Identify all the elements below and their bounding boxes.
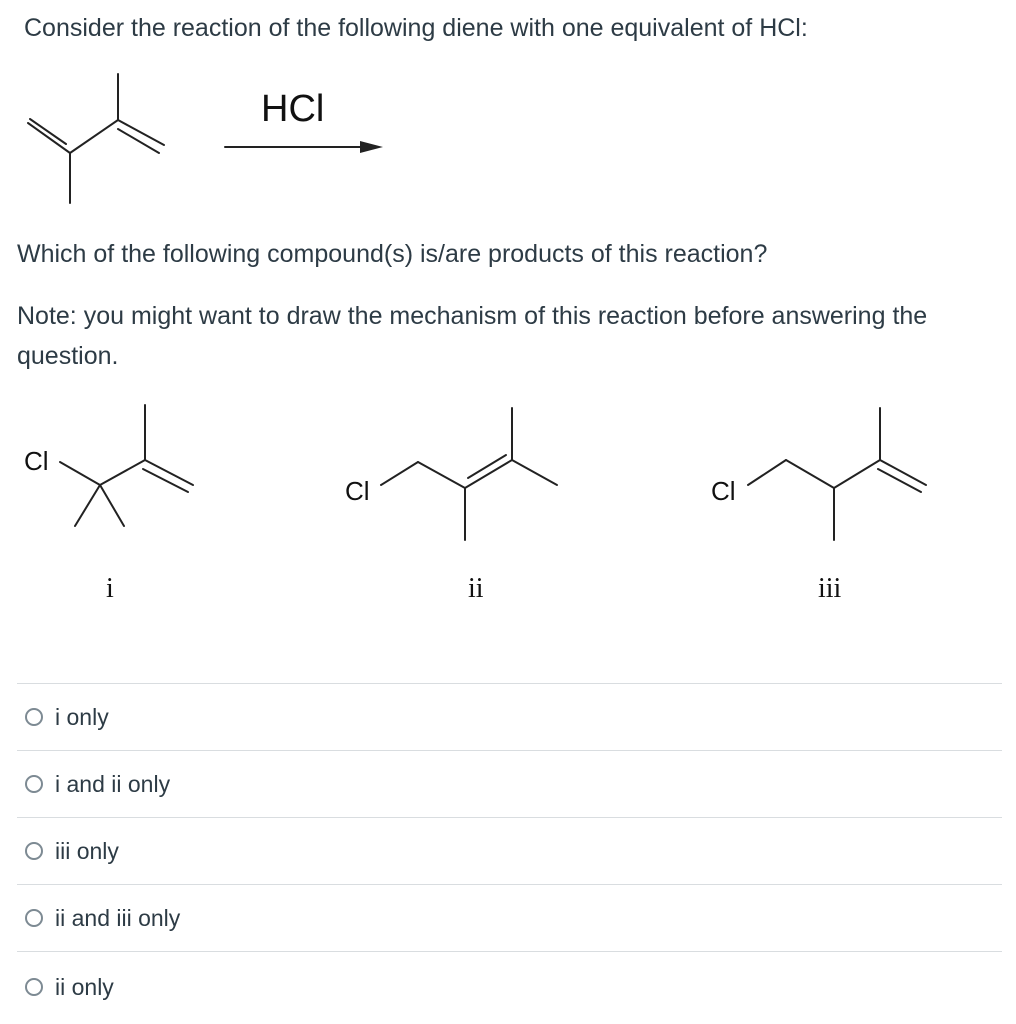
- radio-button-icon[interactable]: [25, 775, 43, 793]
- question-text: Which of the following compound(s) is/are products of this reaction?: [17, 240, 768, 268]
- option-ii-and-iii-only[interactable]: [17, 884, 1002, 951]
- option-i-and-ii-only[interactable]: [17, 750, 1002, 817]
- product-ii-chlorine-label: Cl: [345, 476, 370, 506]
- product-iii: [711, 408, 926, 604]
- radio-button-icon[interactable]: [25, 842, 43, 860]
- question-note: Note: you might want to draw the mechanism of this reaction before answering the question.: [17, 302, 928, 370]
- option-label: ii and iii only: [55, 904, 181, 931]
- option-iii-only[interactable]: [17, 817, 1002, 884]
- option-label: iii only: [55, 837, 119, 864]
- question-intro: Consider the reaction of the following diene with one equivalent of HCl:: [24, 14, 808, 42]
- option-label: i and ii only: [55, 770, 171, 797]
- option-label: ii only: [55, 973, 114, 1000]
- option-i-only[interactable]: [17, 683, 1002, 750]
- product-ii-numeral: ii: [468, 573, 484, 604]
- product-i: [24, 405, 193, 604]
- radio-button-icon[interactable]: [25, 708, 43, 726]
- option-label: i only: [55, 703, 109, 730]
- product-ii: [345, 408, 557, 604]
- option-ii-only[interactable]: [17, 951, 1002, 1022]
- product-iii-numeral: iii: [818, 573, 842, 604]
- radio-button-icon[interactable]: [25, 909, 43, 927]
- answer-options: [17, 683, 1002, 1022]
- product-iii-chlorine-label: Cl: [711, 476, 736, 506]
- reagent-label: HCl: [261, 88, 325, 130]
- product-i-numeral: i: [106, 573, 114, 604]
- radio-button-icon[interactable]: [25, 978, 43, 996]
- product-i-chlorine-label: Cl: [24, 446, 49, 476]
